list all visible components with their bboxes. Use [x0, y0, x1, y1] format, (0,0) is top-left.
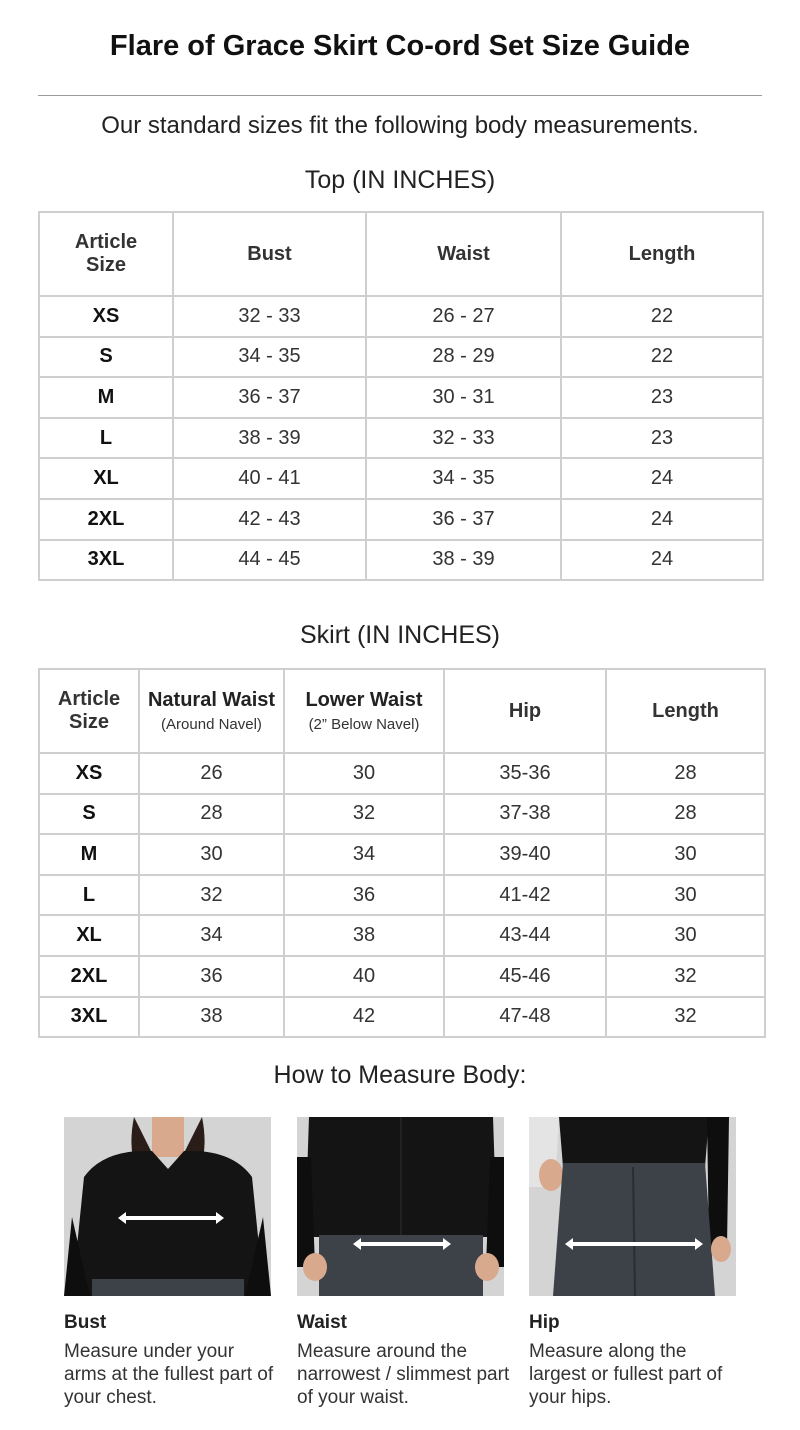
skirt-cell-length: 32: [606, 997, 765, 1038]
skirt-cell-natural-waist: 32: [139, 875, 284, 916]
skirt-table-heading: Skirt (IN INCHES): [300, 621, 500, 649]
top-cell-bust: 44 - 45: [173, 540, 366, 581]
skirt-cell-size: M: [39, 834, 139, 875]
skirt-cell-natural-waist: 28: [139, 794, 284, 835]
bust-measure-photo: [64, 1117, 271, 1296]
top-cell-bust: 32 - 33: [173, 296, 366, 337]
skirt-cell-length: 30: [606, 834, 765, 875]
top-cell-size: XS: [39, 296, 173, 337]
skirt-cell-size: XL: [39, 915, 139, 956]
skirt-cell-lower-waist: 32: [284, 794, 444, 835]
top-table-row: [39, 418, 763, 459]
top-cell-bust: 40 - 41: [173, 458, 366, 499]
page-title: Flare of Grace Skirt Co-ord Set Size Guide: [109, 30, 691, 62]
top-cell-bust: 34 - 35: [173, 337, 366, 378]
top-cell-waist: 32 - 33: [366, 418, 561, 459]
top-cell-size: S: [39, 337, 173, 378]
top-cell-bust: 36 - 37: [173, 377, 366, 418]
hip-caption-title: Hip: [529, 1312, 560, 1333]
top-cell-length: 23: [561, 377, 763, 418]
top-size-table: [38, 211, 764, 581]
top-cell-length: 22: [561, 337, 763, 378]
skirt-table-row: [39, 753, 765, 794]
top-cell-waist: 30 - 31: [366, 377, 561, 418]
skirt-cell-lower-waist: 40: [284, 956, 444, 997]
top-header-length: Length: [561, 212, 763, 296]
skirt-header-lower-waist: [284, 669, 444, 753]
skirt-header-length: Length: [606, 669, 765, 753]
skirt-table-row: [39, 915, 765, 956]
top-cell-waist: 36 - 37: [366, 499, 561, 540]
waist-measure-photo: [297, 1117, 504, 1296]
top-cell-length: 22: [561, 296, 763, 337]
top-cell-waist: 34 - 35: [366, 458, 561, 499]
skirt-cell-natural-waist: 26: [139, 753, 284, 794]
skirt-header-natural-waist-note: (Around Navel): [161, 716, 262, 733]
top-cell-length: 24: [561, 458, 763, 499]
page-subtitle: Our standard sizes fit the following body measurements.: [101, 112, 699, 139]
hip-caption-text: Measure along the largest or fullest part of your hips.: [529, 1341, 723, 1408]
skirt-cell-hip: 35-36: [444, 753, 606, 794]
skirt-header-natural-waist: [139, 669, 284, 753]
top-table-row: [39, 296, 763, 337]
skirt-cell-lower-waist: 30: [284, 753, 444, 794]
skirt-cell-hip: 39-40: [444, 834, 606, 875]
top-table-row: [39, 377, 763, 418]
skirt-header-hip: Hip: [444, 669, 606, 753]
skirt-size-table: [38, 668, 766, 1038]
skirt-header-article: Article: [57, 688, 121, 710]
top-table-row: [39, 540, 763, 581]
title-divider: [38, 95, 762, 96]
skirt-cell-hip: 45-46: [444, 956, 606, 997]
skirt-cell-size: 3XL: [39, 997, 139, 1038]
skirt-header-size: Size: [68, 711, 110, 733]
measure-heading: How to Measure Body:: [273, 1061, 527, 1089]
skirt-cell-size: XS: [39, 753, 139, 794]
top-header-waist: Waist: [366, 212, 561, 296]
skirt-table-row: [39, 794, 765, 835]
top-table-row: [39, 337, 763, 378]
bust-caption-title: Bust: [64, 1312, 107, 1333]
skirt-cell-natural-waist: 34: [139, 915, 284, 956]
top-cell-length: 23: [561, 418, 763, 459]
top-table-row: [39, 458, 763, 499]
skirt-cell-length: 28: [606, 794, 765, 835]
skirt-cell-lower-waist: 42: [284, 997, 444, 1038]
top-cell-size: XL: [39, 458, 173, 499]
skirt-cell-size: 2XL: [39, 956, 139, 997]
skirt-cell-natural-waist: 36: [139, 956, 284, 997]
skirt-table-row: [39, 875, 765, 916]
top-table-header-row: [39, 212, 763, 296]
top-table-row: [39, 499, 763, 540]
skirt-table-row: [39, 834, 765, 875]
top-header-bust: Bust: [173, 212, 366, 296]
skirt-cell-lower-waist: 34: [284, 834, 444, 875]
skirt-header-natural-waist-label: Natural Waist: [147, 689, 276, 711]
skirt-cell-size: S: [39, 794, 139, 835]
waist-caption-title: Waist: [297, 1312, 347, 1333]
skirt-cell-natural-waist: 38: [139, 997, 284, 1038]
skirt-cell-size: L: [39, 875, 139, 916]
skirt-table-row: [39, 956, 765, 997]
waist-caption-text: Measure around the narrowest / slimmest part of your waist.: [297, 1341, 510, 1408]
top-cell-size: L: [39, 418, 173, 459]
skirt-header-article-size: [39, 669, 139, 753]
top-cell-waist: 38 - 39: [366, 540, 561, 581]
skirt-cell-lower-waist: 38: [284, 915, 444, 956]
skirt-header-lower-waist-note: (2” Below Navel): [308, 716, 420, 733]
hip-measure-photo: [529, 1117, 736, 1296]
skirt-header-lower-waist-label: Lower Waist: [305, 689, 423, 711]
skirt-cell-length: 32: [606, 956, 765, 997]
top-header-size: Size: [85, 254, 127, 276]
skirt-cell-lower-waist: 36: [284, 875, 444, 916]
top-table-heading: Top (IN INCHES): [304, 166, 496, 194]
top-cell-length: 24: [561, 540, 763, 581]
top-cell-size: M: [39, 377, 173, 418]
top-cell-bust: 42 - 43: [173, 499, 366, 540]
skirt-table-row: [39, 997, 765, 1038]
top-cell-length: 24: [561, 499, 763, 540]
skirt-cell-length: 30: [606, 875, 765, 916]
top-cell-size: 2XL: [39, 499, 173, 540]
top-cell-waist: 28 - 29: [366, 337, 561, 378]
skirt-cell-hip: 37-38: [444, 794, 606, 835]
skirt-cell-hip: 47-48: [444, 997, 606, 1038]
top-cell-bust: 38 - 39: [173, 418, 366, 459]
skirt-cell-length: 30: [606, 915, 765, 956]
skirt-cell-natural-waist: 30: [139, 834, 284, 875]
skirt-cell-hip: 41-42: [444, 875, 606, 916]
top-header-article-size: [39, 212, 173, 296]
skirt-table-header-row: [39, 669, 765, 753]
top-header-article: Article: [74, 231, 138, 253]
skirt-cell-hip: 43-44: [444, 915, 606, 956]
bust-caption-text: Measure under your arms at the fullest part of your chest.: [64, 1341, 274, 1408]
skirt-cell-length: 28: [606, 753, 765, 794]
top-cell-waist: 26 - 27: [366, 296, 561, 337]
top-cell-size: 3XL: [39, 540, 173, 581]
